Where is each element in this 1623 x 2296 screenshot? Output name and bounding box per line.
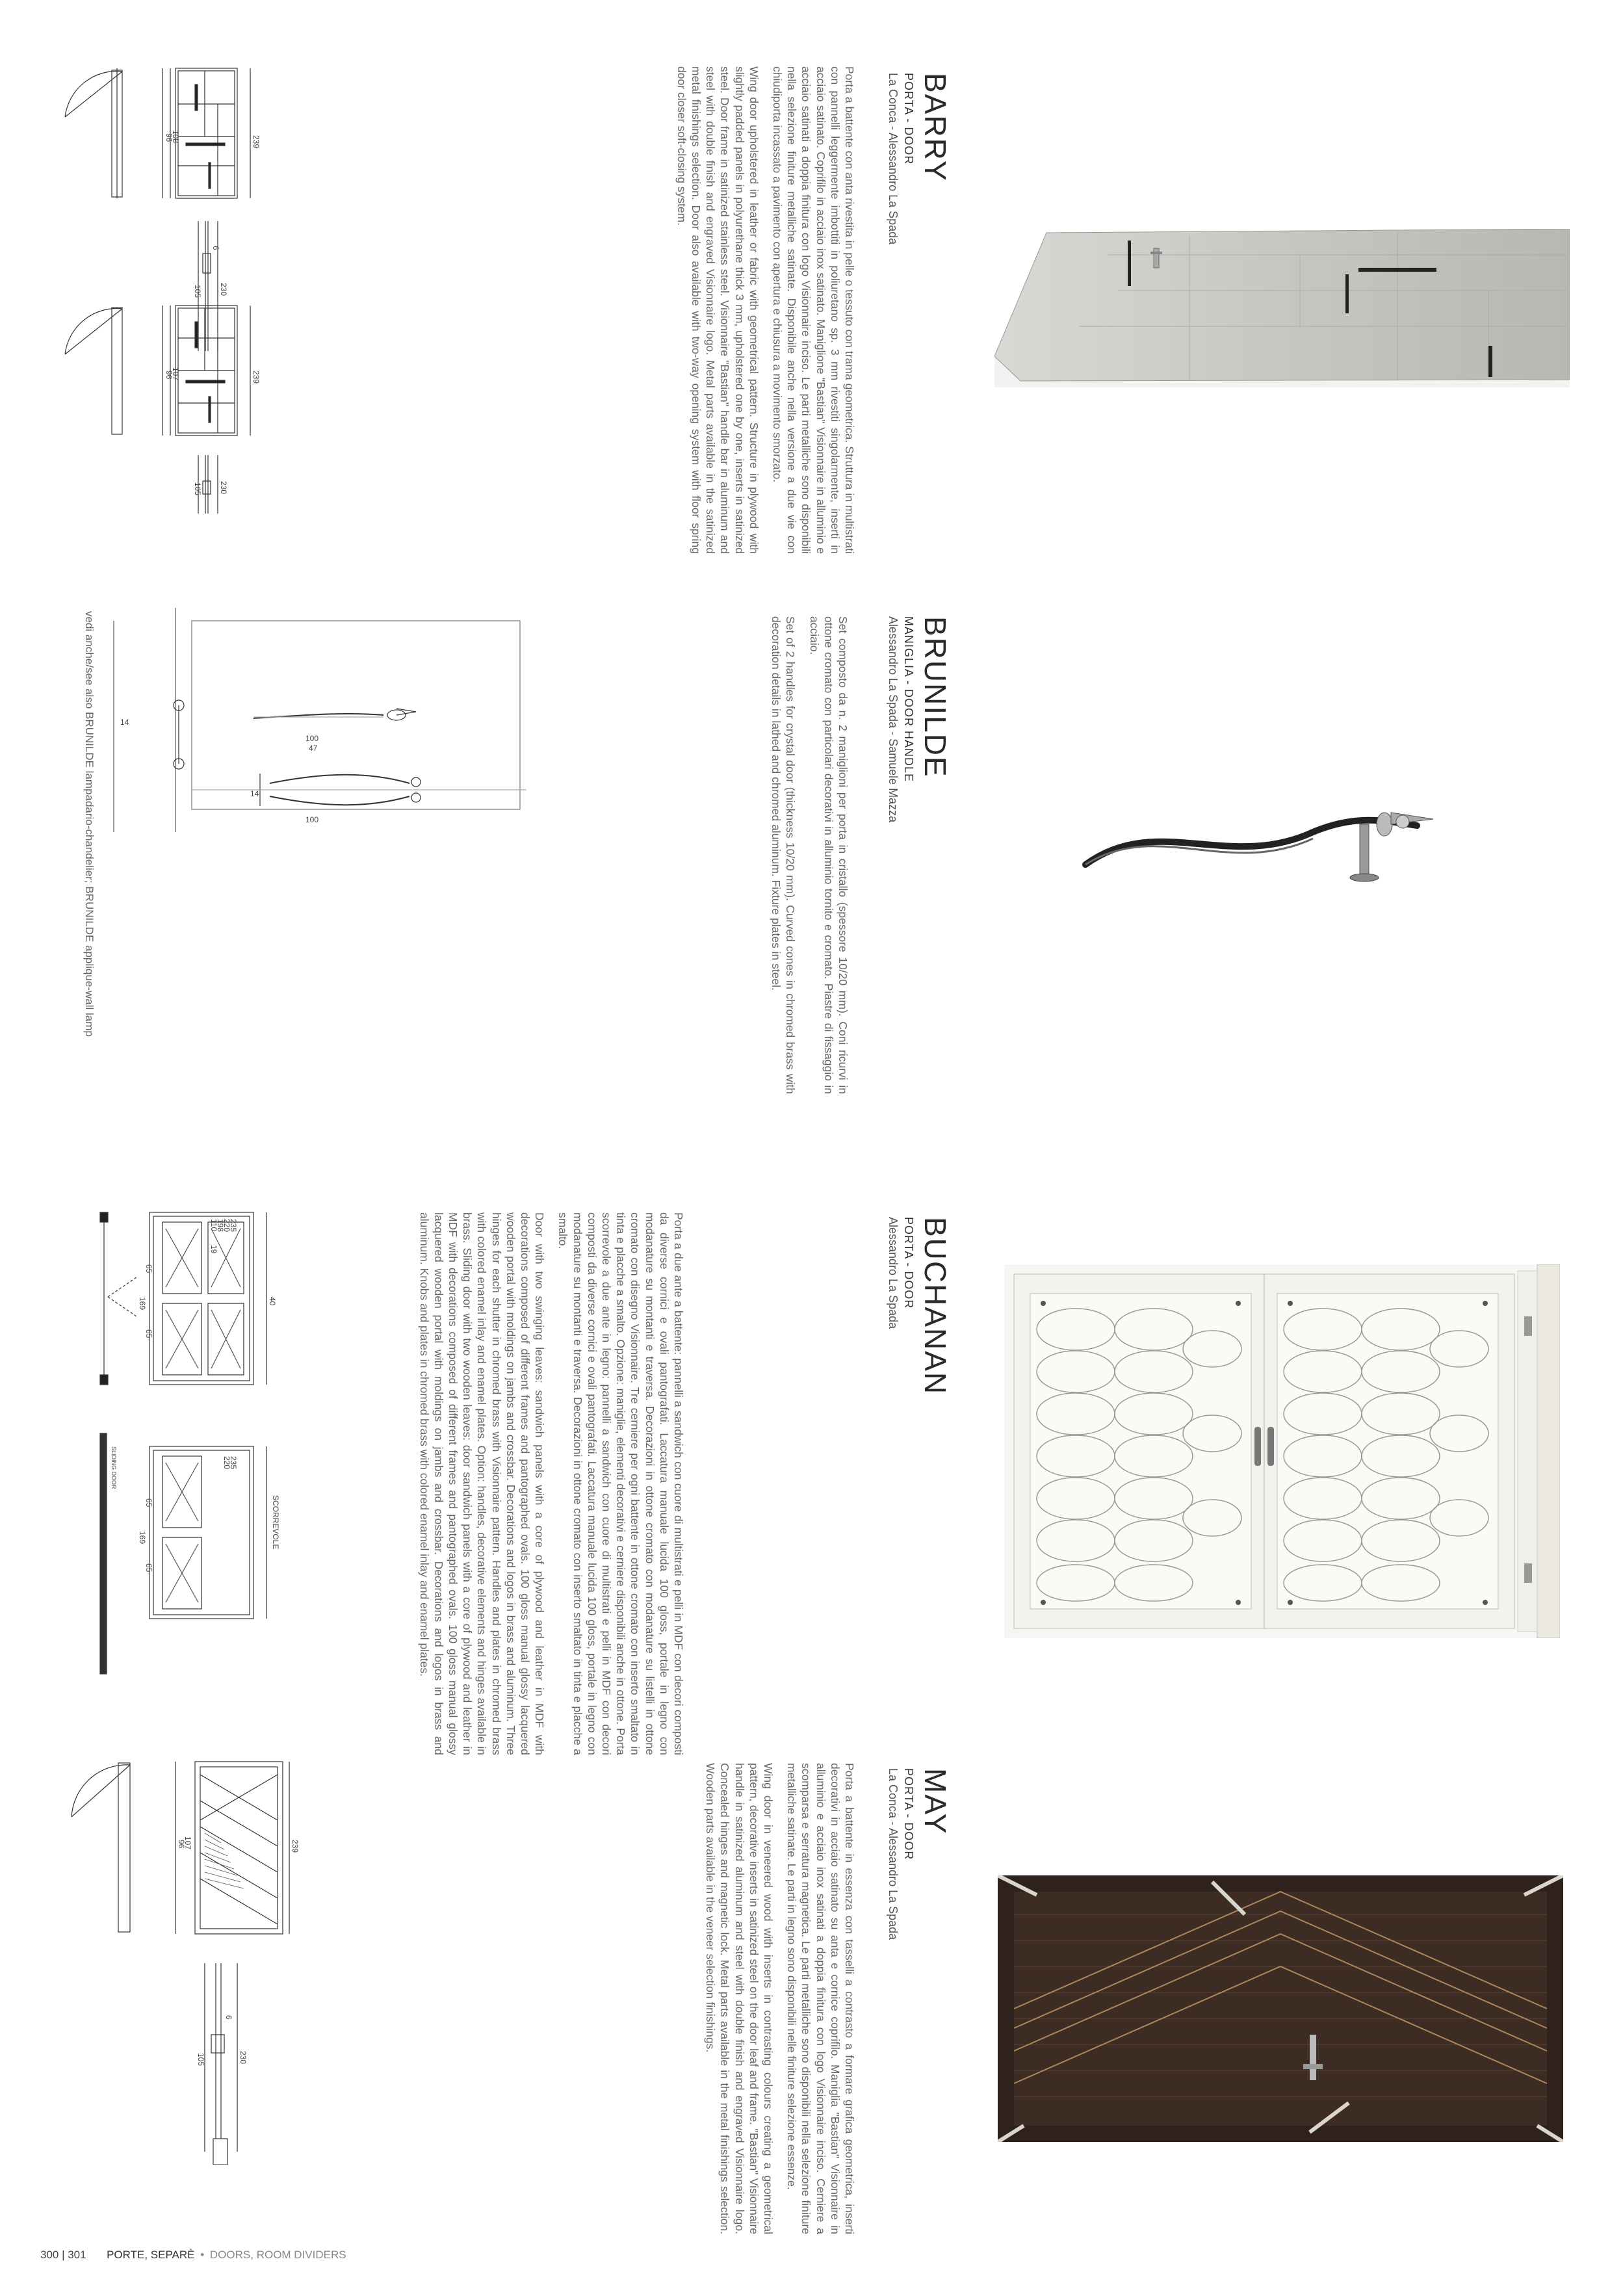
brunilde-dim-14: 14 <box>120 718 129 727</box>
may-text-it: Porta a battente in essenza con tasselli a contrasto a formare grafica geometrica, inserti decorativi in acciaio satinato su anta e cornice coprifilo. Maniglia "Bastian" Visionnaire in alluminio e acciaio inox satinati a doppia finitura con logo Visionnaire inciso. Cerniere a scomparsa e serratura magnetica. Le parti metalliche sono disponibili nella selezione finiture metalliche satinate. Le parti in legno sono disponibili nelle finiture selezione essenze. <box>785 1763 856 2234</box>
buchanan-dim-110: 110 <box>209 1219 218 1232</box>
barry-dim-105: 105 <box>193 285 202 298</box>
section-title-it: PORTE, SEPARÈ <box>107 2249 195 2261</box>
brunilde-see-also: vedi anche/see also BRUNILDE lampadario-chandelier; BRUNILDE applique-wall lamp <box>83 611 96 1037</box>
barry-dim-105b: 105 <box>193 482 202 496</box>
brunilde-subtitle: MANIGLIA - DOOR HANDLE <box>902 616 915 783</box>
buchanan-dim-169b: 169 <box>138 1531 147 1545</box>
barry-dim-230: 230 <box>219 283 228 296</box>
barry-description <box>666 66 857 554</box>
may-description <box>694 1763 857 2234</box>
barry-text-it: Porta a battente con anta rivestita in pelle o tessuto con trama geometrica. Struttura in multistrati con pannelli leggermente imbottiti in poliuretano sp. 3 mm rivestiti singolarmente, inserti in acciaio satinato. Coprifilo in acciaio inox satinato. Maniglione "Bastian" Visionnaire in alluminio e acciaio satinati a doppia finitura con logo Visionnaire inciso. Le parti metalliche sono disponibili nella selezione finiture metalliche satinate. Disponibile anche nella versione a due vie con chiudiporta incassato a pavimento con apertura e chiusura a movimento smorzato. <box>770 66 856 554</box>
may-author: La Conca - Alessandro La Spada <box>887 1768 900 1940</box>
barry-subtitle: PORTA - DOOR <box>902 73 915 165</box>
barry-dim-230b: 230 <box>219 481 228 495</box>
buchanan-dim-235b: 235 <box>229 1456 238 1470</box>
buchanan-technical-drawings <box>91 1199 338 1680</box>
brunilde-dim-100: 100 <box>305 734 319 743</box>
brunilde-dim-47: 47 <box>309 744 318 753</box>
buchanan-dim-65: 65 <box>144 1264 153 1273</box>
brunilde-handle-photo <box>1079 793 1449 897</box>
buchanan-subtitle: PORTA - DOOR <box>902 1217 915 1309</box>
brunilde-title: BRUNILDE <box>918 616 952 778</box>
buchanan-dim-169: 169 <box>138 1297 147 1311</box>
buchanan-dim-40: 40 <box>268 1297 277 1306</box>
buchanan-text-it: Porta a due ante a battente: pannelli a sandwich con cuore di multistrati e pelli in MDF con decori composti da diverse cornici e ovali pantografati. Laccatura manuale lucida 100 gloss, portale in legno con modanature su montanti e traversa. Decorazioni in ottone cromato con modanature su listelli in ottone cromato con disegno Visionnaire. Tre cerniere per ogni battente in ottone cromato con inserto smaltato in tinta e placche a smalto. Opzione: maniglie, elementi decorativi e cerniere disponibili anche in ottone. Porta scorrevole a due ante in legno: pannelli a sandwich con cuore di multistrati e pelli in MDF con decori composti da diverse cornici e ovali pantografati. Laccatura manuale lucida 100 gloss, portale in legno con modanature su montanti e traversa. Decorazioni in ottone cromato con inserto smaltato in tinta e placche a smalto. <box>556 1212 685 1755</box>
buchanan-dim-19: 19 <box>209 1245 218 1254</box>
buchanan-dim-235: 235 <box>229 1219 238 1233</box>
brunilde-dim-100b: 100 <box>305 815 319 824</box>
may-dim-6: 6 <box>224 2015 233 2020</box>
may-subtitle: PORTA - DOOR <box>902 1768 915 1860</box>
buchanan-dim-220: 220 <box>222 1219 231 1233</box>
barry-dim-108: 108 <box>171 130 180 144</box>
barry-text-en: Wing door upholstered in leather or fabric with geometrical pattern. Structure in plywood with slightly padded panels in polyurethane thick 3 mm, upholstered one by one, inserts in satinized steel. Door frame in satinized stainless steel. Visionnaire "Bastian" handle bar in aluminum and steel with double finish and engraved Visionnaire logo. Metal parts available in the satinized metal finishings selection. Door also available with two-way opening system with floor spring door closer soft-closing system. <box>675 66 760 554</box>
barry-technical-drawings <box>58 65 409 520</box>
buchanan-author: Alessandro La Spada <box>887 1217 900 1329</box>
brunilde-author: Alessandro La Spada - Samuele Mazza <box>887 616 900 823</box>
buchanan-dim-198: 198 <box>216 1219 225 1233</box>
barry-dim-239: 239 <box>252 135 261 149</box>
brunilde-dim-14b: 14 <box>250 789 259 798</box>
brunilde-description <box>760 616 850 1094</box>
may-dim-239: 239 <box>291 1840 300 1853</box>
barry-dim-239b: 239 <box>252 371 261 384</box>
buchanan-label-scorrevole: SCORREVOLE <box>271 1495 280 1550</box>
buchanan-dim-65c: 65 <box>144 1498 153 1507</box>
may-technical-drawings <box>65 1755 533 2165</box>
may-dim-105: 105 <box>196 2053 205 2067</box>
barry-dim-96b: 96 <box>164 371 174 380</box>
section-title-en: DOORS, ROOM DIVIDERS <box>209 2249 346 2261</box>
buchanan-dim-65b: 65 <box>144 1329 153 1338</box>
buchanan-label-sliding: SLIDING DOOR <box>110 1446 117 1489</box>
may-dim-107: 107 <box>183 1836 192 1850</box>
may-dim-96: 96 <box>177 1840 186 1849</box>
page-numbers: 300 | 301 <box>40 2249 86 2261</box>
barry-dim-107: 107 <box>171 367 180 381</box>
may-dim-230: 230 <box>239 2051 248 2065</box>
buchanan-title: BUCHANAN <box>918 1217 952 1396</box>
brunilde-heading <box>885 616 950 980</box>
barry-title: BARRY <box>918 73 952 182</box>
barry-dim-96: 96 <box>164 133 174 142</box>
buchanan-dim-65d: 65 <box>144 1563 153 1572</box>
barry-author: La Conca - Alessandro La Spada <box>887 73 900 245</box>
page-footer <box>40 2249 346 2262</box>
brunilde-text-it: Set composto da n. 2 maniglioni per porta in cristallo (spessore 10/20 mm). Coni ricurvi in ottone cromato con particolari decorativi in alluminio tornito e cromato. Piastre di fissaggio in acciaio. <box>807 616 850 1094</box>
buchanan-text-en: Door with two swinging leaves: sandwich panels with a core of plywood and leather in MDF with decorations composed of different frames and pantographed ovals. 100 gloss manual glossy lacquered wooden portal with moldings on jambs and crossbar. Decorations and logos in brass and aluminum. Three hinges for each shutter in chromed brass with Visionnaire pattern. Handles and plates in chromed brass with colored enamel inlay and enamel plates. Option: handles, decorative elements and hinges available in brass. Sliding door with two wooden leaves: door sandwich panels with a core of plywood and leather in MDF with decorations composed of different frames and pantographed ovals. 100 gloss manual glossy lacquered wooden portal with moldings on jambs and crossbar. Decorations and logos in brass and aluminum. Knobs and plates in chromed brass with colored enamel inlay and enamel plates. <box>417 1212 547 1755</box>
buchanan-heading <box>885 1217 950 1581</box>
brunilde-technical-drawings <box>110 608 539 832</box>
may-title: MAY <box>918 1768 952 1835</box>
barry-heading <box>885 73 950 502</box>
may-heading <box>885 1768 950 2132</box>
may-text-en: Wing door in veneered wood with inserts in contrasting colours creating a geometrical pattern, decorative inserts in satinized steel on the door leaf and frame. "Bastian" Visionnaire handle in satinized aluminum and steel with double finish and engraved Visionnaire logo. Concealed hinges and magnetic lock. Metal parts available in the metal finishings selection. Wooden parts available in the veneer selection finishings. <box>704 1763 775 2234</box>
barry-door-photo <box>994 229 1570 387</box>
buchanan-dim-220b: 220 <box>222 1456 231 1470</box>
separator-bullet: • <box>200 2249 205 2261</box>
barry-dim-6: 6 <box>211 246 220 250</box>
brunilde-text-en: Set of 2 handles for crystal door (thickness 10/20 mm). Curved cones in chromed brass with decoration details in lathed and chromed aluminum. Fixture plates in steel. <box>770 616 798 1094</box>
buchanan-description <box>408 1212 686 1755</box>
may-door-photo <box>998 1875 1563 2142</box>
buchanan-door-photo <box>1004 1264 1560 1638</box>
